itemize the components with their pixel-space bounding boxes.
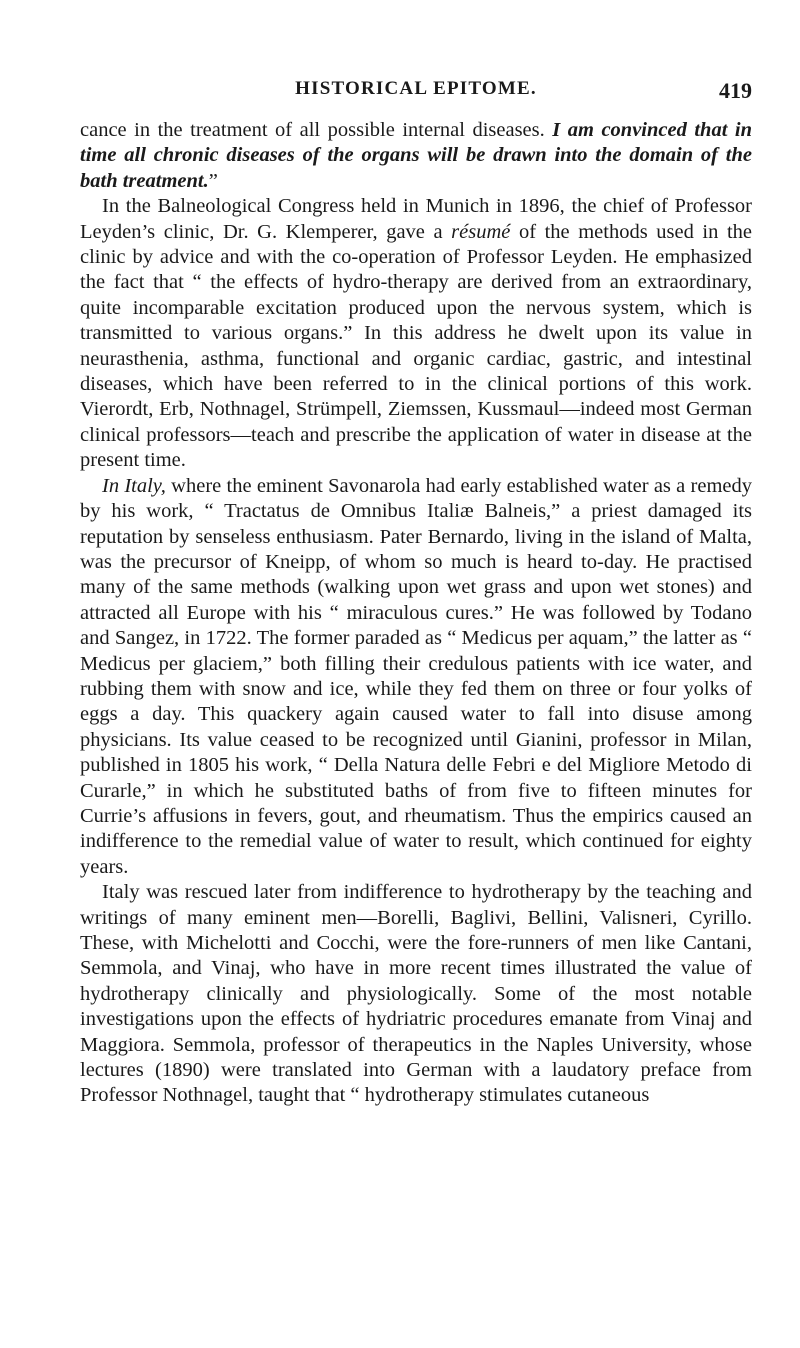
emphasized-quote: I am convinced that in time all chronic diseases of the organs will be drawn into the domain of the bath treatment.: [80, 119, 752, 192]
page-number: 419: [719, 78, 752, 103]
text-run: cance in the treatment of all possible internal diseases.: [80, 119, 553, 141]
text-run: Italy was rescued later from indifference to hydrotherapy by the teaching and writings of many eminent men—Borelli, Baglivi, Bellini, Valisneri, Cyrillo. These, with Michelotti and Cocchi, were the fore-runners of men like Cantani, Semmola, and Vinaj, who have in more recent times illustrated the value of hydrotherapy clinically and physiologically. Some of the most notable investigations upon the effects of hydriatric procedures emanate from Vinaj and Maggiora. Semmola, professor of therapeutics in the Naples University, whose lectures (1890) were translated into German with a laudatory preface from Professor Nothnagel, taught that “ hydrotherapy stimulates cutaneous: [80, 881, 752, 1107]
text-run: ”: [208, 169, 218, 192]
text-run: In the Balneological Congress held in Munich in 1896, the chief of Professor Leyden’s clinic, Dr. G. Klemperer, gave a: [80, 195, 752, 243]
italic-text: résumé: [451, 220, 511, 243]
paragraph: [80, 118, 752, 194]
text-run: where the eminent Savonarola had early established water as a remedy by his work, “ Tractatus de Omnibus Italiæ Balneis,” a priest damaged its reputation by senseless enthusiasm. Pater Bernardo, living in the island of Malta, was the precursor of Kneipp, of whom so much is heard to-day. He practised many of the same methods (walking upon wet grass and upon wet stones) and attracted all Europe with his “ miraculous cures.” He was followed by Todano and Sangez, in 1722. The former paraded as “ Medicus per aquam,” the latter as “ Medicus per glaciem,” both filling their credulous patients with ice water, and rubbing them with snow and ice, while they fed them on three or four yolks of eggs a day. This quackery again caused water to fall into disuse among physicians. Its value ceased to be recognized until Gianini, professor in Milan, published in 1805 his work, “ Della Natura delle Febri e del Migliore Metodo di Curarle,” in which he substituted baths of from five to fifteen minutes for Currie’s affusions in fevers, gout, and rheumatism. Thus the empirics caused an indifference to the remedial value of water to result, which continued for eighty years.: [80, 474, 752, 878]
paragraph: [80, 194, 752, 473]
running-head: [80, 78, 752, 104]
running-head-title: HISTORICAL EPITOME.: [295, 78, 537, 99]
paragraph: [80, 880, 752, 1109]
paragraph: [80, 474, 752, 881]
text-run: of the methods used in the clinic by advice and with the co-operation of Professor Leyden. He emphasized the fact that “ the effects of hydro-therapy are derived from an extraordinary, quite incomparable excitation produced upon the nervous system, which is transmitted to various organs.” In this address he dwelt upon its value in neurasthenia, asthma, functional and organic cardiac, gastric, and intestinal diseases, which have been referred to in the clinical portions of this work. Vierordt, Erb, Nothnagel, Strümpell, Ziemssen, Kussmaul—indeed most German clinical professors—teach and prescribe the application of water in disease at the present time.: [80, 220, 752, 472]
body-text: [80, 118, 752, 1109]
italic-text: In Italy,: [102, 474, 166, 497]
